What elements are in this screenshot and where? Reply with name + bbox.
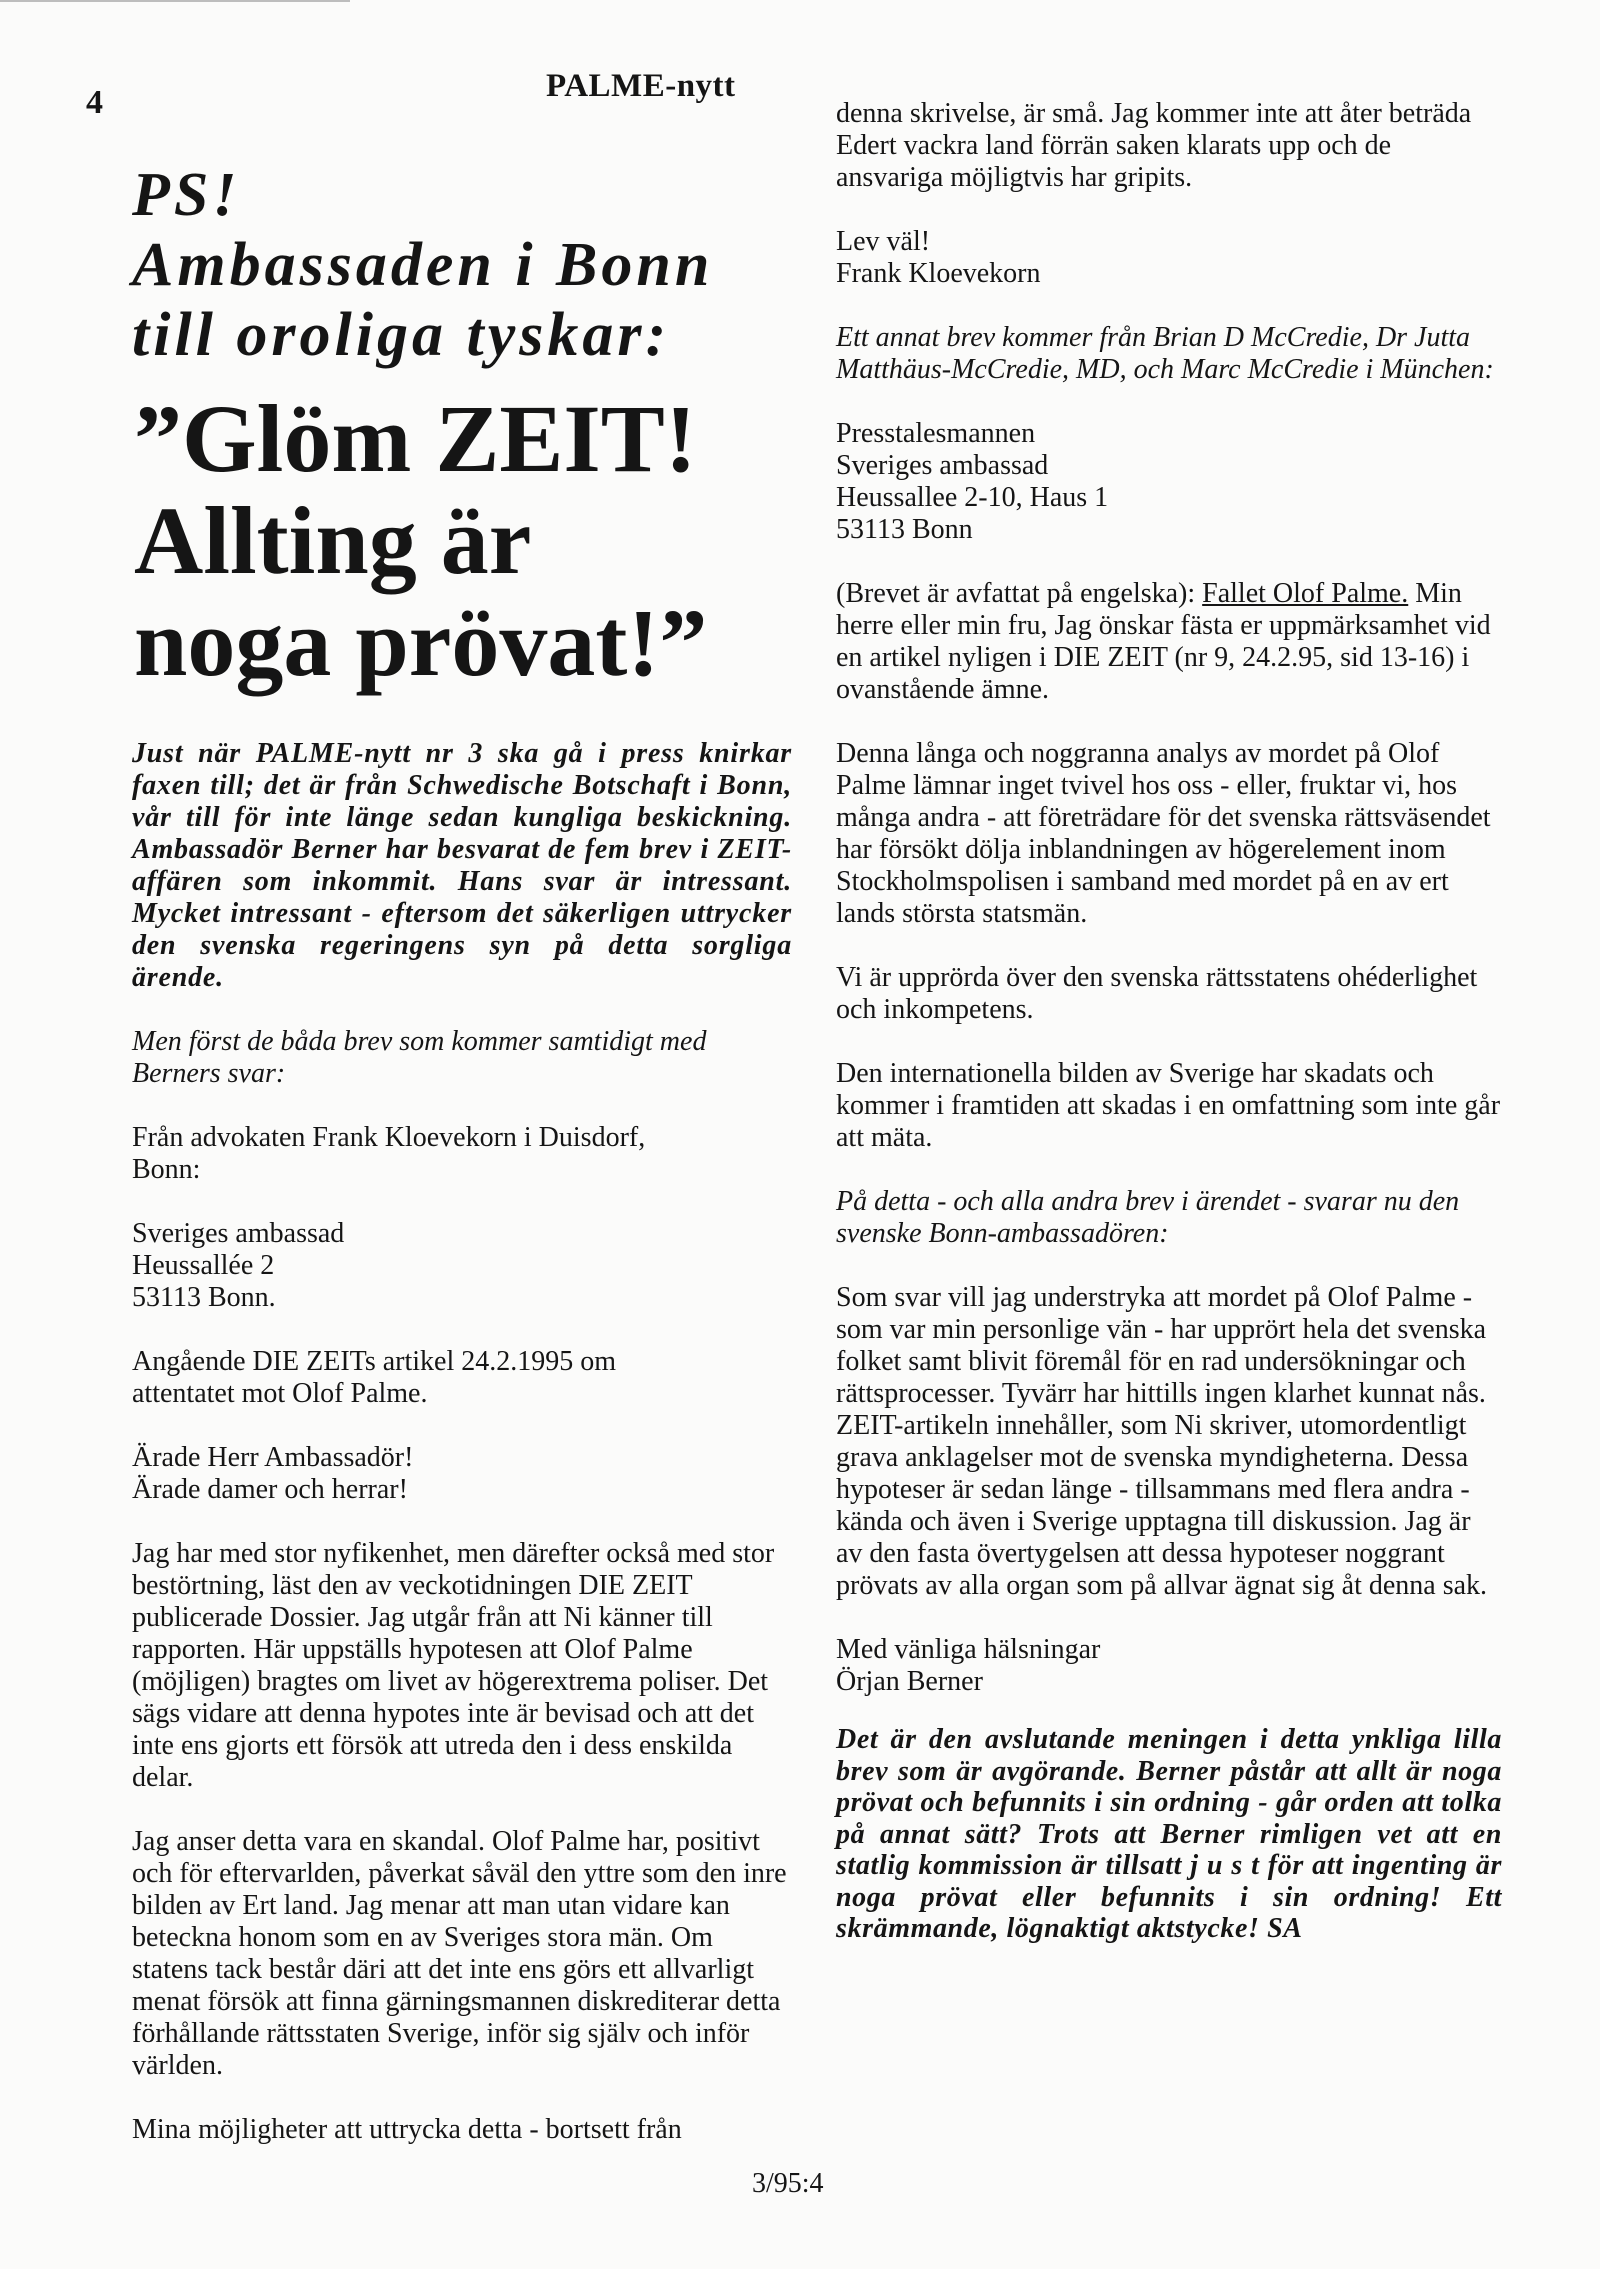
reply-intro: På detta - och alla andra brev i ärendet - svarar nu den svenske Bonn-ambassadören: — [836, 1186, 1460, 1249]
second-letter-subject — [836, 578, 1502, 706]
left-intro: Men först de båda brev som kommer samtidigt med Berners svar: — [132, 1026, 707, 1089]
lead-paragraph: Just när PALME-nytt nr 3 ska gå i press knirkar faxen till; det är från Schwedische Botschaft i Bonn, vår till för inte länge sedan kungliga beskickning. Ambassadör Berner har besvarat de fem brev i ZEIT-affären som inkommit. Hans svar är intressant. Mycket intressant - eftersom det säkerligen uttrycker den svenska regeringens syn på detta sorgliga ärende. — [132, 738, 792, 993]
headline-line: Allting är — [134, 487, 532, 594]
kicker — [132, 160, 792, 370]
address-line: Presstalesmannen — [836, 418, 1036, 449]
address-line: Heussallee 2-10, Haus 1 — [836, 482, 1109, 513]
regards — [836, 1634, 1502, 1698]
second-recipient-address — [836, 418, 1502, 546]
regards-line: Med vänliga hälsningar — [836, 1634, 1101, 1665]
ambassador-reply: Som svar vill jag understryka att mordet på Olof Palme - som var min personlige vän - har upprört hela det svenska folket samt blivit föremål för en rad undersökningar och rättsprocesser. Tyvärr har hittills ingen klarhet kunnat nås. ZEIT-artikeln innehåller, som Ni skriver, utomordentligt grava anklagelser mot de svenska myndigheterna. Dessa hypoteser är sedan länge - tillsammans med flera andra - kända och även i Sverige upptagna till diskussion. Jag är av den fasta övertygelsen att dessa hypoteser noggrant prövats av alla organ som på allvar ägnat sig åt denna sak. — [836, 1282, 1488, 1601]
kicker-line: PS! — [132, 161, 241, 229]
salutation-line: Ärade damer och herrar! — [132, 1474, 408, 1505]
subject-title: Fallet Olof Palme. — [1202, 578, 1409, 609]
address-line: Sveriges ambassad — [132, 1218, 345, 1249]
headline — [134, 385, 792, 696]
subject-rest: Min herre eller min fru, Jag önskar fästa er uppmärksamhet vid en artikel nyligen i DIE ZEIT (nr 9, 24.2.95, sid 13-16) i ovanstående ämne. — [836, 578, 1491, 705]
salutation-line: Ärade Herr Ambassadör! — [132, 1442, 414, 1473]
recipient-address — [132, 1218, 792, 1314]
letter-from-line: Från advokaten Frank Kloevekorn i Duisdorf, — [132, 1122, 646, 1153]
address-line: 53113 Bonn — [836, 514, 973, 545]
letter-from-line: Bonn: — [132, 1154, 201, 1185]
signoff-line: Frank Kloevekorn — [836, 258, 1041, 289]
right-column — [836, 98, 1502, 1945]
letter-continuation: denna skrivelse, är små. Jag kommer inte att åter beträda Edert vackra land förrän saken klarats upp och de ansvariga möjligtvis har gripits. — [836, 98, 1472, 193]
address-line: 53113 Bonn. — [132, 1282, 276, 1313]
letter-paragraph: Mina möjligheter att uttrycka detta - bortsett från — [132, 2114, 682, 2145]
letter-from — [132, 1122, 792, 1186]
letter-paragraph: Jag anser detta vara en skandal. Olof Palme har, positivt och för eftervarlden, påverkat såväl den yttre som den inre bilden av Ert land. Jag menar att man utan vidare kan beteckna honom som en av Sveriges stora män. Om statens tack består däri att det inte ens görs ett allvarligt menat försök att finna gärningsmannen diskrediterar detta förhållande rättsstaten Sverige, inför sig själv och inför världen. — [132, 1826, 787, 2081]
letter-paragraph: Vi är upprörda över den svenska rättsstatens ohéderlighet och inkompetens. — [836, 962, 1478, 1025]
top-rule — [0, 0, 350, 2]
salutation — [132, 1442, 792, 1506]
regards-line: Örjan Berner — [836, 1666, 983, 1697]
subject-line: attentatet mot Olof Palme. — [132, 1378, 428, 1409]
left-column — [132, 160, 792, 2146]
subject-line: Angående DIE ZEITs artikel 24.2.1995 om — [132, 1346, 617, 1377]
letter-paragraph: Jag har med stor nyfikenhet, men därefter också med stor bestörtning, läst den av veckotidningen DIE ZEIT publicerade Dossier. Jag utgår från att Ni känner till rapporten. Här uppställs hypotesen att Olof Palme (möjligen) bragtes om livet av högerextrema poliser. Det sägs vidare att denna hypotes inte är bevisad och att det inte ens gjorts ett försök att utreda den i dess enskilda delar. — [132, 1538, 775, 1793]
second-letter-intro: Ett annat brev kommer från Brian D McCredie, Dr Jutta Matthäus-McCredie, MD, och Marc McCredie i München: — [836, 322, 1494, 385]
headline-line: ”Glöm ZEIT! — [134, 385, 697, 492]
page-number: 4 — [86, 84, 103, 121]
address-line: Heussallée 2 — [132, 1250, 275, 1281]
letter-paragraph: Denna långa och noggranna analys av mordet på Olof Palme lämnar inget tvivel hos oss - eller, fruktar vi, hos många andra - att företrädare för det svenska rättsväsendet har försökt dölja inblandningen av högerelement inom Stockholmspolisen i samband med mordet på en av ert lands största statsmän. — [836, 738, 1491, 929]
letter-paragraph: Den internationella bilden av Sverige har skadats och kommer i framtiden att skadas i en omfattning som inte går att mäta. — [836, 1058, 1501, 1153]
kicker-line: Ambassaden i Bonn — [132, 231, 714, 299]
kicker-line: till oroliga tyskar: — [132, 301, 671, 369]
address-line: Sveriges ambassad — [836, 450, 1049, 481]
closing-commentary: Det är den avslutande meningen i detta ynkliga lilla brev som är avgörande. Berner påstår att allt är noga prövat och befunnits i sin ordning - går orden att tolka på annat sätt? Trots att Berner rimligen vet att en statlig kommission är tillsatt j u s t för att ingenting är noga prövat eller befunnits i sin ordning! Ett skrämmande, lögnaktigt aktstycke! SA — [836, 1724, 1502, 1944]
masthead: PALME-nytt — [546, 68, 736, 104]
headline-line: noga prövat!” — [134, 589, 708, 696]
letter-subject — [132, 1346, 792, 1410]
signoff — [836, 226, 1502, 290]
signoff-line: Lev väl! — [836, 226, 931, 257]
footer-issue-number: 3/95:4 — [752, 2168, 824, 2199]
subject-prefix: (Brevet är avfattat på engelska): — [836, 578, 1203, 609]
